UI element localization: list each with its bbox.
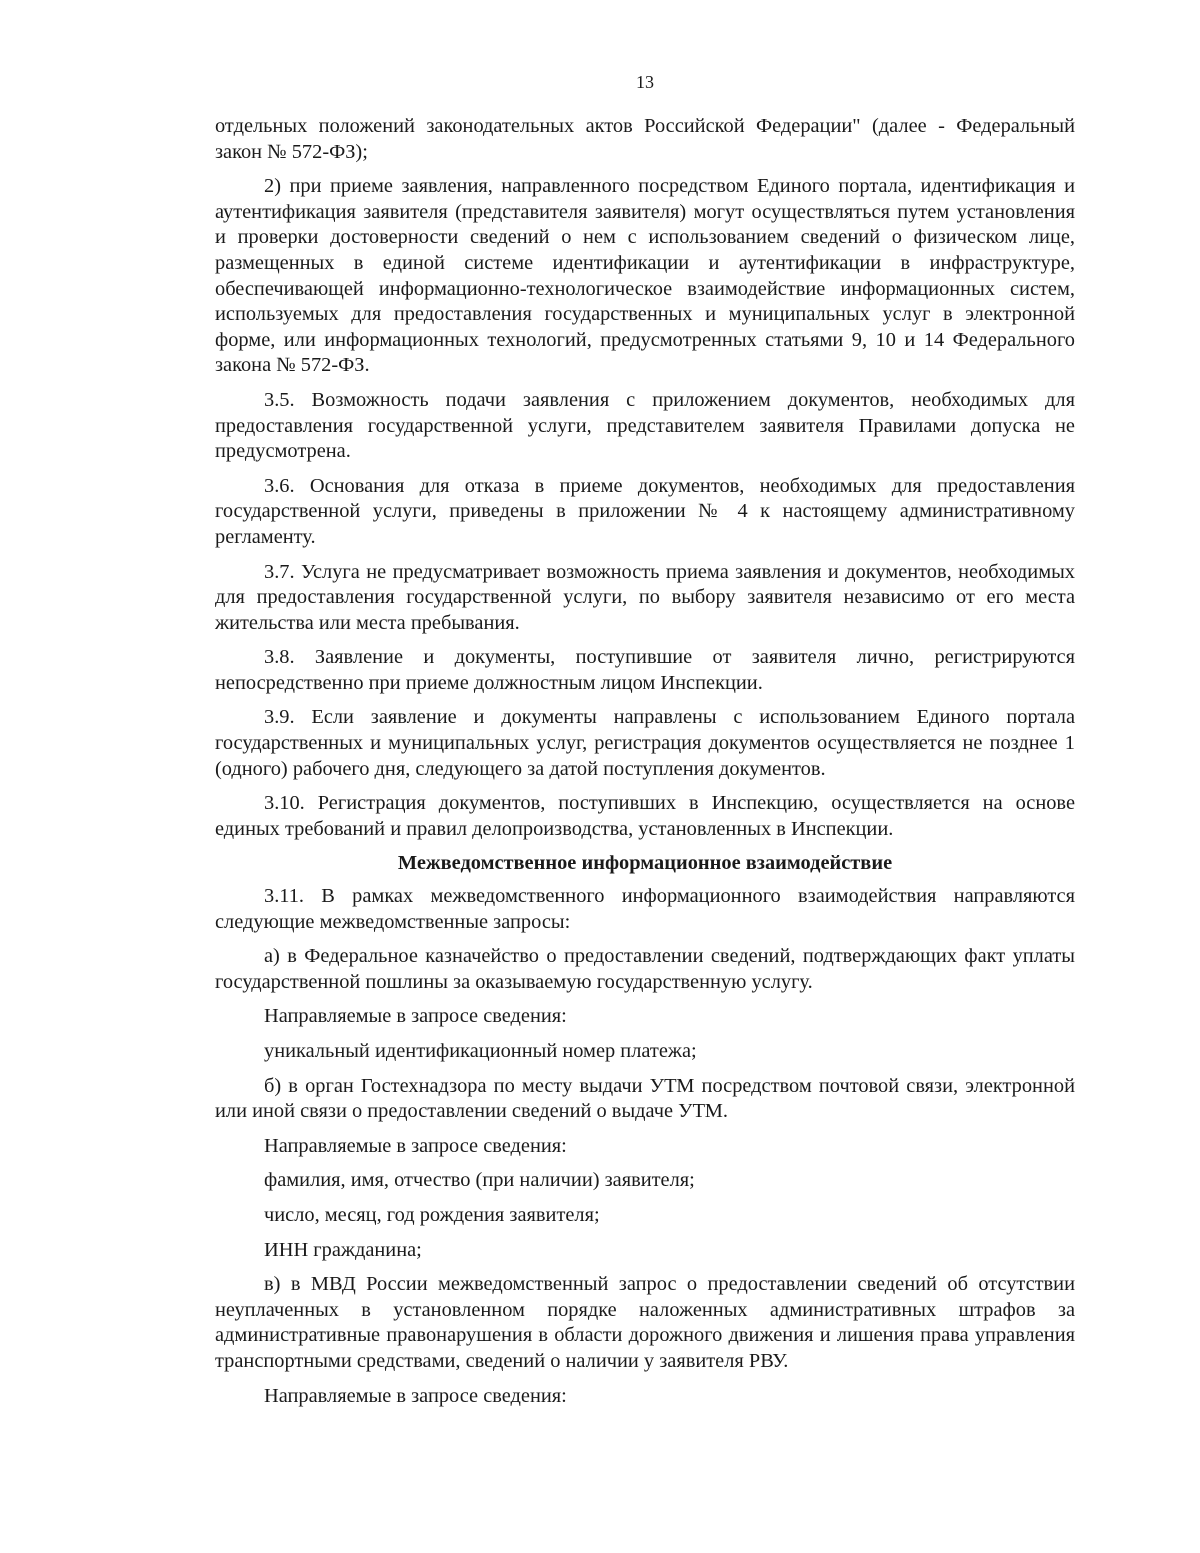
paragraph: 3.6. Основания для отказа в приеме документов, необходимых для предоставления государственной услуги, приведены в приложении № 4 к настоящему административному регламенту. xyxy=(215,474,1075,548)
paragraph: 3.8. Заявление и документы, поступившие от заявителя лично, регистрируются непосредственно при приеме должностным лицом Инспекции. xyxy=(215,646,1075,694)
paragraph: 3.9. Если заявление и документы направлены с использованием Единого портала государственных и муниципальных услуг, регистрация документов осуществляется не позднее 1 (одного) рабочего дня, следующего за датой поступления документов. xyxy=(215,706,1075,780)
paragraph: 3.10. Регистрация документов, поступивших в Инспекцию, осуществляется на основе единых требований и правил делопроизводства, установленных в Инспекции. xyxy=(215,792,1075,840)
paragraph: отдельных положений законодательных актов Российской Федерации" (далее - Федеральный закон № 572-ФЗ); xyxy=(215,115,1075,163)
document-body xyxy=(215,114,1075,1418)
paragraph: в) в МВД России межведомственный запрос о предоставлении сведений об отсутствии неуплаченных в установленном порядке наложенных административных штрафов за административные правонарушения в области дорожного движения и лишения права управления транспортными средствами, сведений о наличии у заявителя РВУ. xyxy=(215,1273,1075,1372)
paragraph: ИНН гражданина; xyxy=(264,1238,422,1261)
paragraph: 3.11. В рамках межведомственного информационного взаимодействия направляются следующие межведомственные запросы: xyxy=(215,885,1075,933)
paragraph: число, месяц, год рождения заявителя; xyxy=(264,1203,600,1226)
paragraph: 3.7. Услуга не предусматривает возможность приема заявления и документов, необходимых для предоставления государственной услуги, по выбору заявителя независимо от его места жительства или места пребывания. xyxy=(215,560,1075,634)
section-heading: Межведомственное информационное взаимодействие xyxy=(397,852,893,875)
paragraph: фамилия, имя, отчество (при наличии) заявителя; xyxy=(264,1169,695,1192)
paragraph: 2) при приеме заявления, направленного посредством Единого портала, идентификация и аутентификация заявителя (представителя заявителя) могут осуществляться путем установления и проверки достоверности сведений о нем с использованием сведений о физическом лице, размещенных в единой системе идентификации и аутентификации в инфраструктуре, обеспечивающей информационно-технологическое взаимодействие информационных систем, используемых для предоставления государственных и муниципальных услуг в электронной форме, или информационных технологий, предусмотренных статьями 9, 10 и 14 Федерального закона № 572-ФЗ. xyxy=(215,175,1075,377)
paragraph: Направляемые в запросе сведения: xyxy=(264,1134,567,1157)
paragraph: Направляемые в запросе сведения: xyxy=(264,1384,567,1407)
page-number: 13 xyxy=(636,72,654,92)
paragraph: 3.5. Возможность подачи заявления с приложением документов, необходимых для предоставления государственной услуги, представителем заявителя Правилами допуска не предусмотрена. xyxy=(215,388,1075,463)
paragraph: уникальный идентификационный номер платежа; xyxy=(264,1040,697,1062)
paragraph: а) в Федеральное казначейство о предоставлении сведений, подтверждающих факт уплаты государственной пошлины за оказываемую государственную услугу. xyxy=(215,945,1075,993)
paragraph: Направляемые в запросе сведения: xyxy=(264,1005,567,1028)
paragraph: б) в орган Гостехнадзора по месту выдачи УТМ посредством почтовой связи, электронной или иной связи о предоставлении сведений о выдаче УТМ. xyxy=(215,1074,1075,1123)
